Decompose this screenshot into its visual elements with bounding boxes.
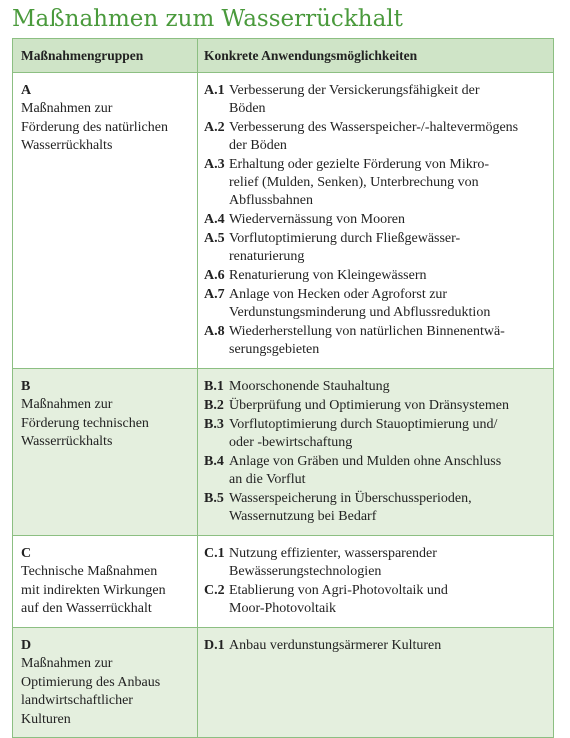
item-code: B.4 xyxy=(204,454,224,469)
list-item xyxy=(204,230,545,266)
list-item xyxy=(204,490,545,526)
item-text: Renaturierung von Kleingewässern xyxy=(229,268,427,283)
group-name: Maßnahmen zur Förderung des natürlichen Wasserrückhalts xyxy=(21,101,168,153)
item-text: Verbesserung des Wasserspeicher-/-haltevermögens der Böden xyxy=(229,120,519,153)
item-code: D.1 xyxy=(204,638,225,653)
item-code: A.8 xyxy=(204,324,225,339)
group-cell xyxy=(13,628,198,737)
measures-table xyxy=(12,38,554,738)
group-cell xyxy=(13,536,198,627)
list-item xyxy=(204,637,545,655)
page-title: Maßnahmen zum Wasserrückhalt xyxy=(12,6,403,32)
list-item xyxy=(204,545,545,581)
item-text: Verbesserung der Versickerungsfähigkeit der Böden xyxy=(229,83,480,116)
item-code: A.3 xyxy=(204,157,225,172)
item-code: B.3 xyxy=(204,417,224,432)
table-row-group-b xyxy=(13,368,553,535)
item-code: A.1 xyxy=(204,83,225,98)
item-text: Etablierung von Agri-Photovoltaik und Moor-Photovoltaik xyxy=(229,583,448,616)
item-code: C.2 xyxy=(204,583,225,598)
table-row-group-d xyxy=(13,627,553,737)
list-item xyxy=(204,82,545,118)
applications-cell xyxy=(198,628,553,737)
table-header xyxy=(13,39,553,73)
table-row-group-a xyxy=(13,73,553,368)
item-text: Erhaltung oder gezielte Förderung von Mikro- relief (Mulden, Senken), Unterbrechung von Abflussbahnen xyxy=(229,157,490,208)
list-item xyxy=(204,416,545,452)
list-item xyxy=(204,156,545,210)
item-text: Anlage von Hecken oder Agroforst zur Verdunstungsminderung und Abflussreduktion xyxy=(229,287,491,320)
applications-cell xyxy=(198,536,553,627)
item-text: Wiederherstellung von natürlichen Binnenentwä- serungsgebieten xyxy=(229,324,505,357)
item-text: Moorschonende Stauhaltung xyxy=(229,379,390,394)
item-text: Anlage von Gräben und Mulden ohne Anschluss an die Vorflut xyxy=(229,454,502,487)
item-text: Vorflutoptimierung durch Stauoptimierung und/ oder -bewirtschaftung xyxy=(229,417,498,450)
list-item xyxy=(204,582,545,618)
item-code: C.1 xyxy=(204,546,225,561)
group-code: B xyxy=(21,379,31,394)
item-text: Wasserspeicherung in Überschussperioden, Wassernutzung bei Bedarf xyxy=(229,491,472,524)
list-item xyxy=(204,378,545,396)
item-code: B.5 xyxy=(204,491,224,506)
item-text: Nutzung effizienter, wassersparender Bewässerungstechnologien xyxy=(229,546,437,579)
list-item xyxy=(204,211,545,229)
list-item xyxy=(204,323,545,359)
column-header-groups: Maßnahmengruppen xyxy=(13,39,198,72)
group-name: Maßnahmen zur Förderung technischen Wasserrückhalts xyxy=(21,397,149,449)
group-name: Maßnahmen zur Optimierung des Anbaus landwirtschaftlicher Kulturen xyxy=(21,656,161,727)
list-item xyxy=(204,119,545,155)
item-text: Überprüfung und Optimierung von Dränsystemen xyxy=(229,398,509,413)
item-code: A.2 xyxy=(204,120,225,135)
list-item xyxy=(204,267,545,285)
applications-cell xyxy=(198,369,553,535)
group-cell xyxy=(13,369,198,535)
item-code: A.5 xyxy=(204,231,225,246)
list-item xyxy=(204,286,545,322)
item-text: Wiedervernässung von Mooren xyxy=(229,212,405,227)
applications-cell xyxy=(198,73,553,368)
group-code: A xyxy=(21,83,32,98)
item-code: A.6 xyxy=(204,268,225,283)
group-code: C xyxy=(21,546,32,561)
group-code: D xyxy=(21,638,32,653)
item-code: A.7 xyxy=(204,287,225,302)
item-code: A.4 xyxy=(204,212,225,227)
item-code: B.2 xyxy=(204,398,224,413)
column-header-applications: Konkrete Anwendungsmöglichkeiten xyxy=(204,47,418,63)
item-text: Vorflutoptimierung durch Fließgewässer- renaturierung xyxy=(229,231,461,264)
table-row-group-c xyxy=(13,535,553,627)
list-item xyxy=(204,397,545,415)
item-code: B.1 xyxy=(204,379,224,394)
item-text: Anbau verdunstungsärmerer Kulturen xyxy=(229,638,442,653)
group-cell xyxy=(13,73,198,368)
list-item xyxy=(204,453,545,489)
group-name: Technische Maßnahmen mit indirekten Wirkungen auf den Wasserrückhalt xyxy=(21,564,166,616)
